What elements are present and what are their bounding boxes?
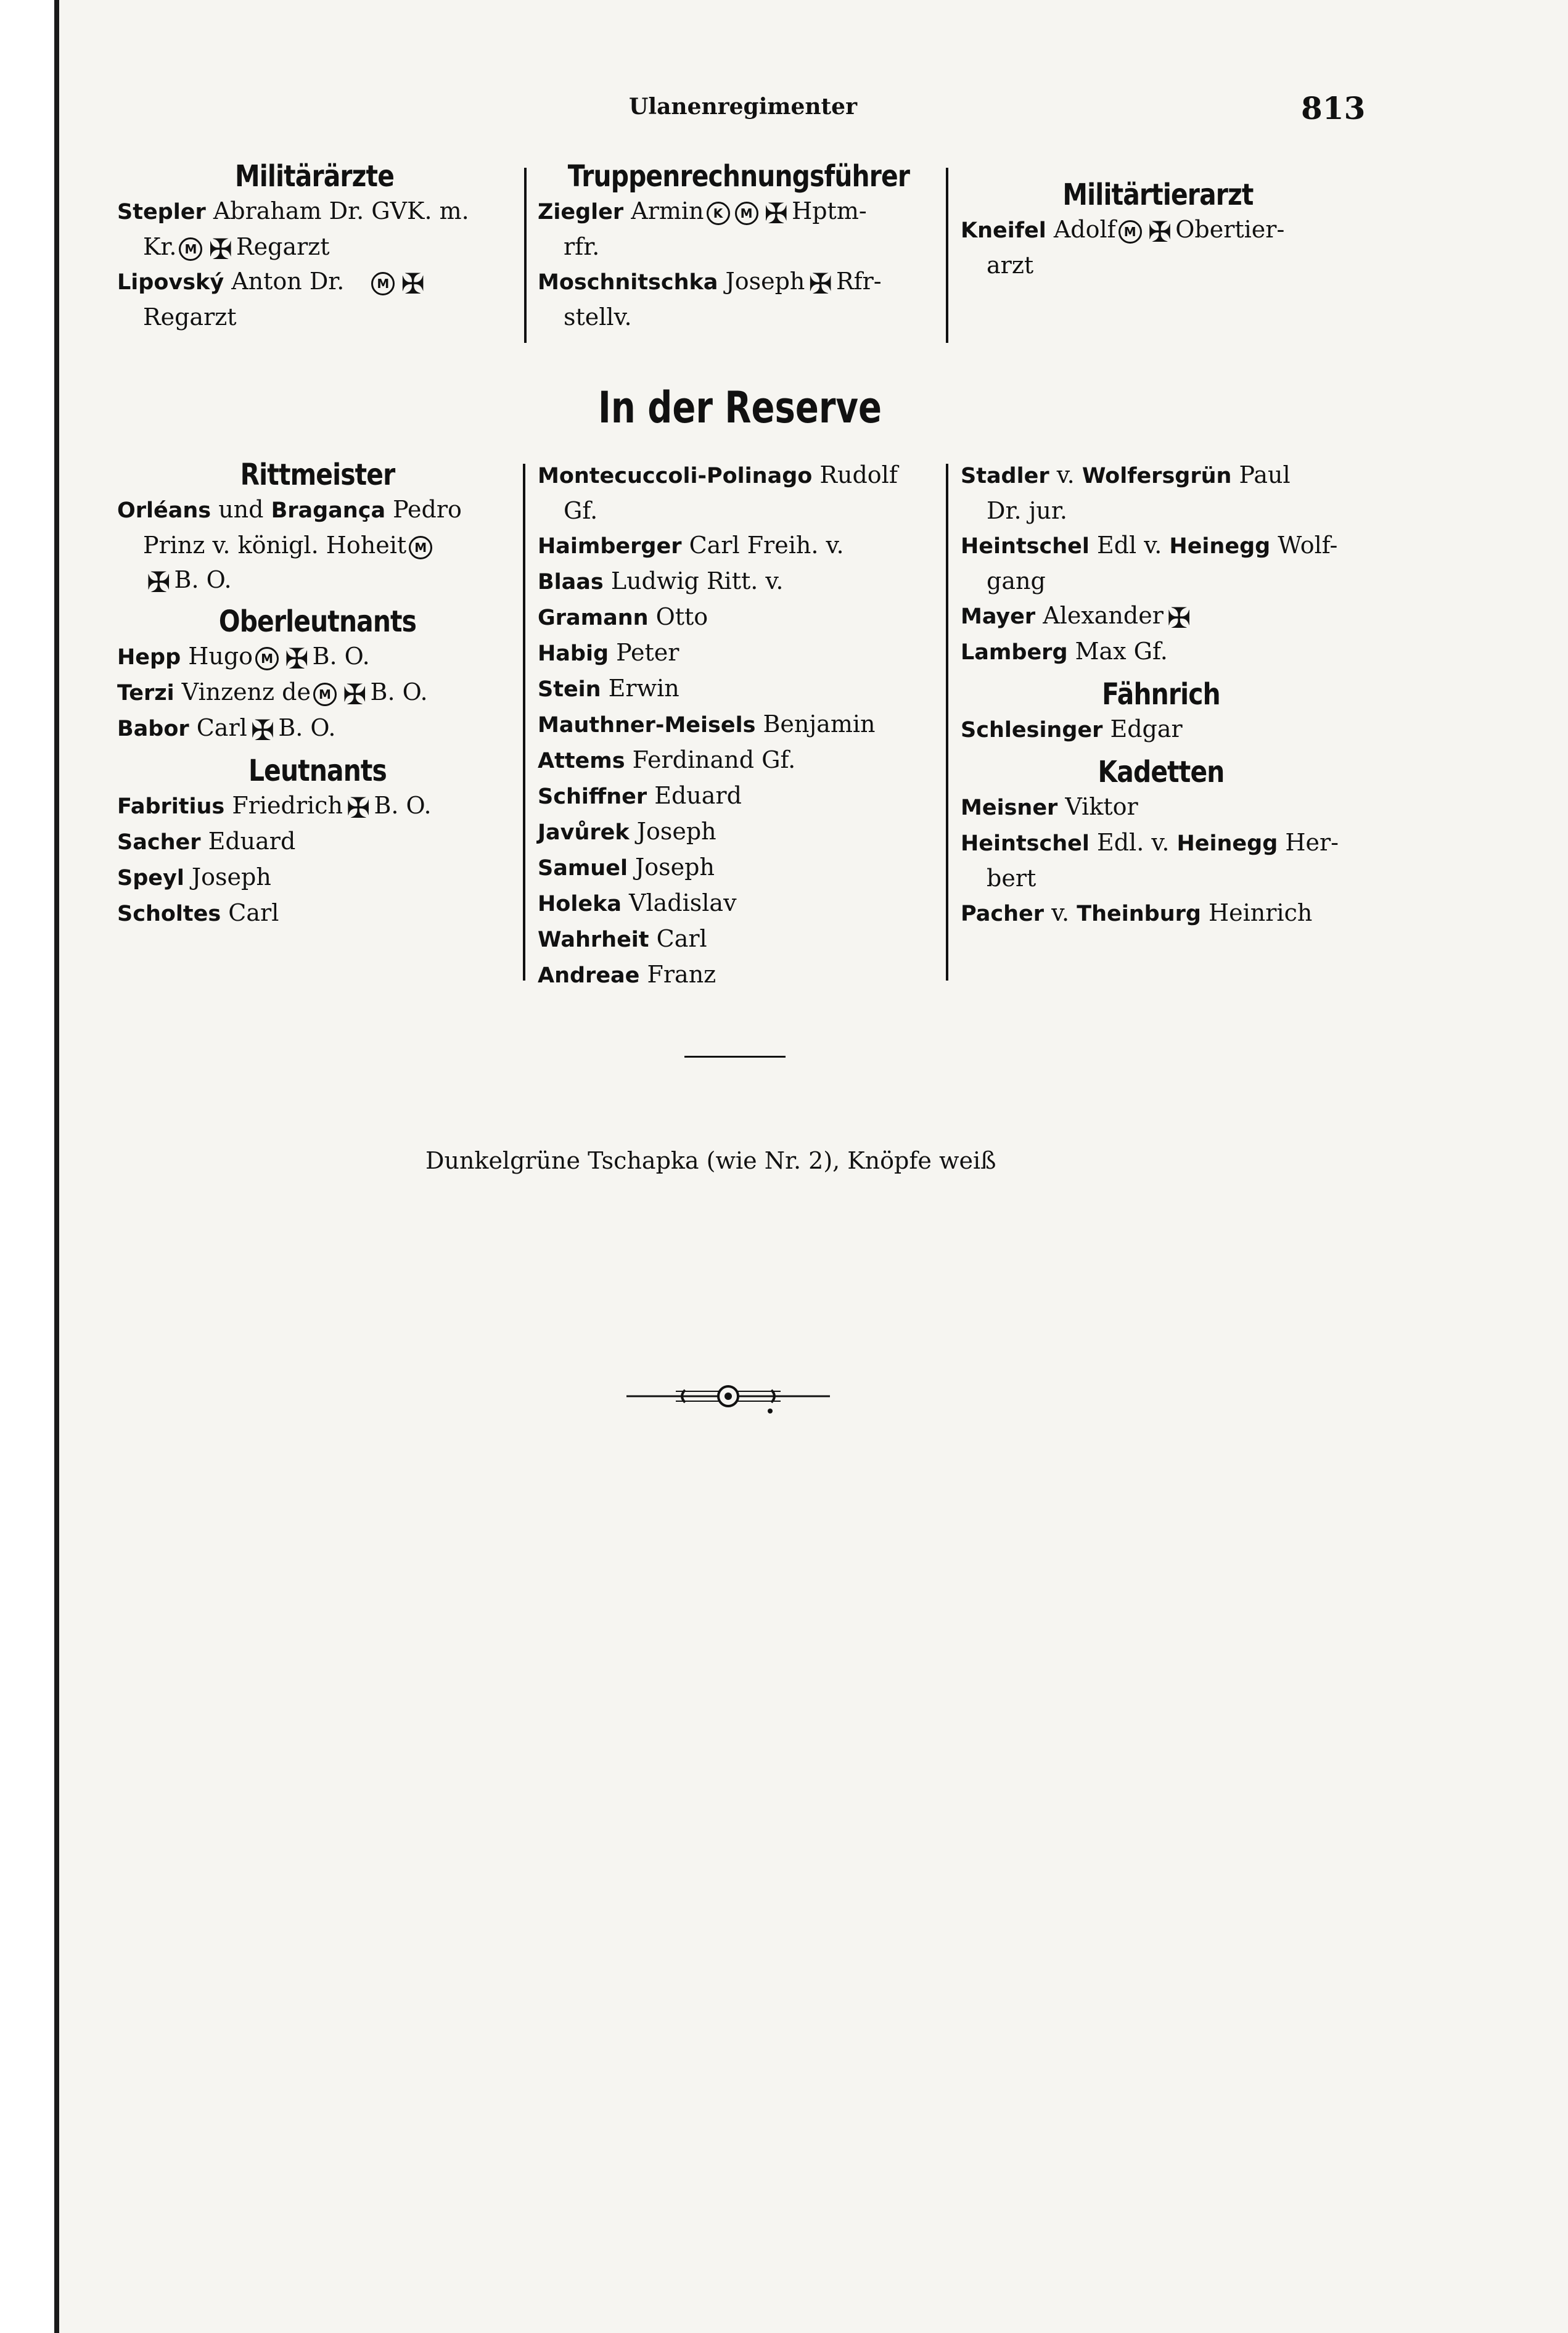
- column-divider: [946, 464, 948, 981]
- kadetten-heading: Kadetten: [1098, 755, 1225, 789]
- entry-schlesinger: [961, 712, 1361, 747]
- surname: Bragança: [271, 498, 386, 523]
- entry-mauthner: [538, 707, 938, 743]
- entry-speyl: [117, 860, 518, 895]
- entry-text: Alexander: [1035, 602, 1164, 629]
- surname: Sacher: [117, 830, 201, 855]
- entry-andreae: [538, 957, 938, 993]
- surname: Kneifel: [961, 218, 1046, 243]
- surname: Heinegg: [1169, 534, 1271, 559]
- ornament-divider: [626, 1379, 830, 1416]
- surname: Stadler: [961, 464, 1049, 488]
- surname: Samuel: [538, 856, 628, 881]
- entry-text: Erwin: [601, 675, 679, 702]
- column-divider: [523, 464, 525, 981]
- cross-icon: ✠: [285, 641, 309, 675]
- decoration-m-icon: M: [313, 683, 337, 706]
- entry-text: Ludwig Ritt. v.: [603, 567, 784, 595]
- entry-ziegler-cont: rfr.: [564, 233, 600, 260]
- uniform-note: Dunkelgrüne Tschapka (wie Nr. 2), Knöpfe weiß: [425, 1147, 996, 1174]
- entry-heintschel-herbert: [961, 825, 1361, 861]
- entry-text: Joseph: [718, 268, 805, 295]
- section-heading: Truppenrechnungsführer: [567, 159, 910, 194]
- cross-icon: ✠: [401, 266, 425, 300]
- surname: Lipovský: [117, 270, 224, 295]
- entry-text: Paul: [1231, 461, 1291, 488]
- surname: Heintschel: [961, 534, 1090, 559]
- surname: Fabritius: [117, 794, 225, 819]
- entry-moschnitschka: [538, 264, 938, 300]
- surname: Mayer: [961, 604, 1036, 629]
- surname: Terzi: [117, 681, 174, 706]
- entry-attems: [538, 743, 938, 778]
- entry-text: v.: [1049, 461, 1082, 488]
- leutnants-heading: Leutnants: [248, 754, 387, 788]
- entry-stadler: [961, 458, 1361, 493]
- entry-mayer: [961, 598, 1361, 634]
- entry-orleans-cont2: [117, 562, 518, 597]
- entry-text: Franz: [639, 961, 716, 988]
- decoration-m-icon: M: [255, 647, 279, 670]
- surname: Heinegg: [1176, 831, 1278, 856]
- decoration-m-icon: M: [371, 272, 395, 295]
- surname: Gramann: [538, 606, 649, 630]
- entry-moschnitschka-cont: stellv.: [564, 303, 632, 331]
- decoration-m-icon: M: [409, 536, 432, 559]
- section-heading: Militärtierarzt: [1062, 178, 1254, 212]
- surname: Wolfersgrün: [1082, 464, 1232, 488]
- entry-hepp: [117, 639, 518, 675]
- section-separator: [684, 1056, 786, 1058]
- entry-text: Obertier-: [1175, 216, 1285, 243]
- entry-text: Carl: [649, 925, 707, 952]
- entry-stepler-cont: [117, 229, 512, 264]
- cross-icon: ✠: [208, 232, 233, 266]
- page-number: 813: [1301, 90, 1366, 126]
- entry-schiffner: [538, 778, 938, 814]
- entry-babor: [117, 710, 518, 746]
- entry-text: Friedrich: [224, 792, 343, 819]
- running-title: Ulanenregimenter: [629, 94, 858, 120]
- section-heading: Militärärzte: [234, 159, 395, 194]
- surname: Holeka: [538, 892, 622, 916]
- entry-text: und: [211, 496, 271, 523]
- decoration-k-icon: K: [707, 202, 730, 225]
- column-divider: [946, 168, 948, 343]
- entry-habig: [538, 635, 938, 671]
- surname: Theinburg: [1077, 902, 1201, 926]
- reserve-title: In der Reserve: [598, 382, 882, 433]
- surname: Meisner: [961, 796, 1058, 820]
- entry-heintschel-wolfgang-cont: gang: [987, 567, 1046, 595]
- surname: Montecuccoli-Polinago: [538, 464, 813, 488]
- surname: Habig: [538, 641, 609, 666]
- faehnrich-heading: Fähnrich: [1102, 677, 1220, 712]
- entry-text: v.: [1044, 899, 1077, 926]
- surname: Stein: [538, 677, 601, 702]
- surname: Moschnitschka: [538, 270, 718, 295]
- entry-terzi: [117, 675, 518, 710]
- entry-fabritius: [117, 788, 518, 824]
- surname: Lamberg: [961, 640, 1068, 665]
- surname: Schiffner: [538, 784, 647, 809]
- cross-icon: ✠: [808, 266, 832, 300]
- surname: Javůrek: [538, 820, 630, 845]
- entry-heintschel-wolfgang: [961, 528, 1361, 564]
- entry-text: Vladislav: [621, 889, 737, 916]
- surname: Hepp: [117, 645, 181, 670]
- cross-icon: ✠: [342, 677, 367, 711]
- entry-gramann: [538, 599, 938, 635]
- entry-text: Joseph: [184, 863, 271, 891]
- cross-icon: ✠: [147, 565, 171, 599]
- entry-text: Eduard: [647, 782, 742, 809]
- surname: Orléans: [117, 498, 211, 523]
- surname: Heintschel: [961, 831, 1090, 856]
- entry-stadler-cont: Dr. jur.: [987, 497, 1067, 524]
- surname: Ziegler: [538, 200, 624, 224]
- cross-icon: ✠: [1167, 601, 1191, 635]
- entry-text: Her-: [1278, 829, 1339, 856]
- surname: Wahrheit: [538, 928, 649, 952]
- entry-text: Joseph: [627, 854, 715, 881]
- entry-montecuccoli: [538, 458, 938, 493]
- entry-text: Adolf: [1046, 216, 1116, 243]
- entry-text: Hugo: [181, 643, 253, 670]
- cross-icon: ✠: [250, 713, 275, 747]
- cross-icon: ✠: [764, 196, 789, 230]
- entry-text: Eduard: [200, 828, 296, 855]
- entry-text: Anton Dr.: [224, 268, 345, 295]
- entry-text: Otto: [648, 603, 708, 630]
- entry-text: Heinrich: [1201, 899, 1313, 926]
- entry-text: B. O.: [174, 566, 232, 593]
- surname: Stepler: [117, 200, 206, 224]
- entry-text: Carl: [189, 714, 247, 741]
- entry-text: Edgar: [1102, 715, 1183, 743]
- entry-wahrheit: [538, 921, 938, 957]
- cross-icon: ✠: [346, 791, 371, 825]
- entry-text: Vinzenz de: [174, 678, 311, 706]
- entry-samuel: [538, 850, 938, 886]
- surname: Speyl: [117, 866, 184, 891]
- entry-text: Carl: [221, 899, 279, 926]
- entry-text: Joseph: [629, 818, 716, 845]
- entry-haimberger: [538, 528, 938, 564]
- entry-scholtes: [117, 895, 518, 931]
- surname: Attems: [538, 749, 625, 773]
- entry-lipovsky-cont: Regarzt: [143, 303, 237, 331]
- entry-text: B. O.: [370, 678, 428, 706]
- entry-text: B. O.: [312, 643, 370, 670]
- surname: Scholtes: [117, 902, 221, 926]
- entry-text: Max Gf.: [1067, 638, 1168, 665]
- militaertierarzt-column: [961, 178, 1355, 282]
- decoration-m-icon: M: [1119, 220, 1142, 244]
- cross-icon: ✠: [1147, 215, 1172, 249]
- oberleutnants-heading: Oberleutnants: [218, 604, 417, 639]
- entry-text: Viktor: [1057, 793, 1138, 820]
- decoration-m-icon: M: [179, 237, 202, 261]
- entry-kneifel: [961, 212, 1355, 248]
- entry-text: Rfr-: [835, 268, 882, 295]
- entry-text: Wolf-: [1270, 532, 1338, 559]
- surname: Pacher: [961, 902, 1044, 926]
- surname: Schlesinger: [961, 718, 1103, 743]
- entry-holeka: [538, 886, 938, 921]
- entry-pacher: [961, 895, 1361, 931]
- truppenrechnungsfuehrer-column: [538, 159, 938, 334]
- page-edge-shadow: [54, 0, 59, 2333]
- surname: Babor: [117, 717, 189, 741]
- decoration-m-icon: M: [735, 202, 758, 225]
- militaeraerzte-column: [117, 159, 512, 334]
- entry-orleans: [117, 492, 518, 528]
- entry-text: B. O.: [278, 714, 336, 741]
- surname: Blaas: [538, 570, 604, 595]
- entry-text: B. O.: [374, 792, 432, 819]
- entry-sacher: [117, 824, 518, 860]
- entry-text: Kr.: [143, 233, 177, 260]
- entry-blaas: [538, 564, 938, 599]
- entry-lipovsky: [117, 264, 512, 300]
- entry-text: Armin: [623, 197, 704, 224]
- column-divider: [524, 168, 527, 343]
- surname: Haimberger: [538, 534, 682, 559]
- entry-ziegler: [538, 194, 938, 229]
- entry-text: Ferdinand Gf.: [625, 746, 796, 773]
- reserve-column-3: [961, 458, 1361, 931]
- entry-text: Hptm-: [792, 197, 867, 224]
- entry-text: Edl. v.: [1089, 829, 1177, 856]
- entry-heintschel-herbert-cont: bert: [987, 865, 1036, 892]
- entry-text: Abraham Dr. GVK. m.: [205, 197, 469, 224]
- entry-text: Regarzt: [236, 233, 330, 260]
- rittmeister-heading: Rittmeister: [240, 458, 395, 492]
- entry-meisner: [961, 789, 1361, 825]
- scan-margin: [0, 0, 57, 2333]
- entry-text: Carl Freih. v.: [681, 532, 844, 559]
- entry-lamberg: [961, 634, 1361, 670]
- entry-stepler: [117, 194, 512, 229]
- surname: Andreae: [538, 963, 640, 988]
- entry-text: Rudolf: [812, 461, 898, 488]
- reserve-column-1: [117, 458, 518, 931]
- entry-text: Peter: [609, 639, 679, 666]
- entry-orleans-cont: [117, 528, 518, 562]
- entry-javurek: [538, 814, 938, 850]
- reserve-column-2: [538, 458, 938, 993]
- entry-stein: [538, 671, 938, 707]
- entry-montecuccoli-cont: Gf.: [564, 497, 598, 524]
- entry-text: Benjamin: [755, 710, 876, 738]
- entry-kneifel-cont: arzt: [987, 252, 1034, 279]
- surname: Mauthner-Meisels: [538, 713, 756, 738]
- entry-text: Prinz v. königl. Hoheit: [143, 532, 407, 559]
- entry-text: Pedro: [385, 496, 462, 523]
- entry-text: Edl v.: [1089, 532, 1170, 559]
